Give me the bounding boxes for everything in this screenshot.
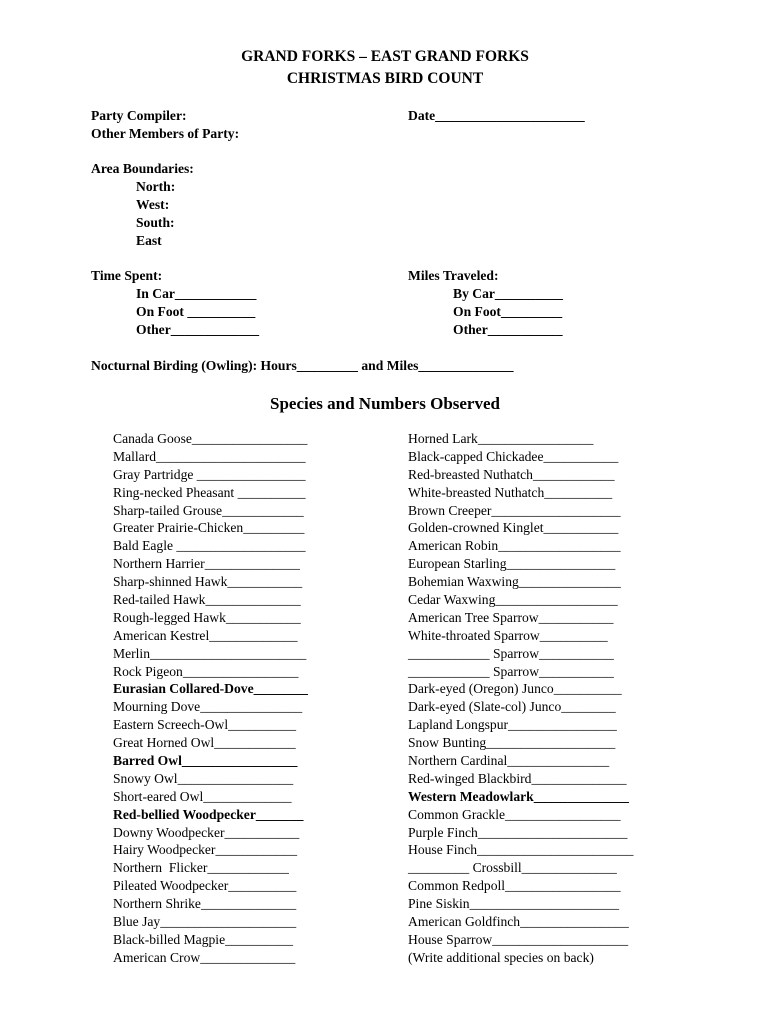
species-entry: Barred Owl_________________ (113, 753, 298, 769)
species-entry: Bald Eagle ___________________ (113, 538, 306, 554)
species-entry: Greater Prairie-Chicken_________ (113, 520, 305, 536)
species-entry: Hairy Woodpecker____________ (113, 842, 298, 858)
time-other-field: Other_____________ (136, 322, 260, 337)
species-entry: Rock Pigeon_________________ (113, 663, 299, 679)
species-entry: Sharp-shinned Hawk___________ (113, 574, 303, 590)
species-entry: Snowy Owl_________________ (113, 770, 294, 786)
species-entry: _________ Crossbill______________ (408, 860, 617, 876)
species-entry: Eurasian Collared-Dove________ (113, 681, 308, 697)
species-entry: Horned Lark_________________ (408, 431, 594, 446)
species-entry: ____________ Sparrow___________ (408, 663, 614, 679)
species-entry: Great Horned Owl____________ (113, 735, 296, 751)
species-entry: Canada Goose_________________ (113, 431, 308, 446)
species-entry: Mourning Dove_______________ (113, 699, 303, 715)
species-entry: Gray Partridge ________________ (113, 466, 306, 482)
species-entry: Northern Cardinal_______________ (408, 753, 610, 769)
species-entry: Dark-eyed (Slate-col) Junco________ (408, 699, 616, 715)
species-entry: Ring-necked Pheasant __________ (113, 484, 306, 500)
species-entry: Snow Bunting___________________ (408, 735, 616, 751)
species-entry: Blue Jay____________________ (113, 914, 297, 930)
miles-on-foot-field: On Foot_________ (453, 304, 563, 319)
time-on-foot-field: On Foot __________ (136, 304, 256, 319)
species-entry: Sharp-tailed Grouse____________ (113, 502, 304, 518)
boundary-west-label: West: (136, 197, 170, 212)
species-entry: Brown Creeper___________________ (408, 502, 621, 518)
species-entry: Bohemian Waxwing_______________ (408, 574, 621, 590)
species-entry: ____________ Sparrow___________ (408, 645, 614, 661)
species-list-left (113, 430, 308, 967)
species-entry: Northern Harrier______________ (113, 556, 300, 572)
species-entry: Common Redpoll_________________ (408, 878, 621, 894)
miles-by-car-field: By Car__________ (453, 286, 563, 301)
species-entry: Golden-crowned Kinglet___________ (408, 520, 619, 536)
boundary-north-label: North: (136, 179, 176, 194)
species-entry: European Starling________________ (408, 556, 616, 572)
form-subtitle: CHRISTMAS BIRD COUNT (286, 70, 484, 87)
species-entry: Dark-eyed (Oregon) Junco__________ (408, 681, 622, 697)
species-entry: Pileated Woodpecker__________ (113, 878, 297, 894)
species-entry: Mallard______________________ (113, 448, 306, 464)
species-entry: House Sparrow____________________ (408, 931, 629, 947)
species-entry: (Write additional species on back) (408, 949, 594, 965)
species-entry: Red-winged Blackbird______________ (408, 770, 627, 786)
species-entry: American Goldfinch________________ (408, 914, 629, 930)
nocturnal-birding-field: Nocturnal Birding (Owling): Hours_________ and Miles______________ (91, 358, 514, 373)
species-entry: Red-breasted Nuthatch____________ (408, 466, 615, 482)
species-entry: American Crow______________ (113, 949, 296, 965)
species-entry: Downy Woodpecker___________ (113, 824, 300, 840)
boundary-south-label: South: (136, 215, 175, 230)
species-entry: Western Meadowlark______________ (408, 788, 629, 804)
species-entry: Merlin_______________________ (113, 645, 307, 661)
species-entry: American Tree Sparrow___________ (408, 609, 614, 625)
species-entry: Cedar Waxwing__________________ (408, 592, 618, 608)
species-section-title: Species and Numbers Observed (270, 394, 500, 413)
species-entry: Pine Siskin______________________ (408, 896, 620, 912)
species-entry: House Finch_______________________ (408, 842, 634, 858)
species-entry: Red-bellied Woodpecker_______ (113, 806, 304, 822)
species-entry: Black-capped Chickadee___________ (408, 448, 619, 464)
miles-other-field: Other___________ (453, 322, 563, 337)
species-entry: Common Grackle_________________ (408, 806, 621, 822)
species-entry: American Kestrel_____________ (113, 627, 298, 643)
boundary-east-label: East (136, 233, 162, 248)
miles-traveled-label: Miles Traveled: (408, 268, 499, 283)
area-boundaries-label: Area Boundaries: (91, 161, 194, 176)
species-entry: Lapland Longspur________________ (408, 717, 617, 733)
other-members-label: Other Members of Party: (91, 126, 240, 141)
species-entry: Eastern Screech-Owl__________ (113, 717, 297, 733)
species-entry: Black-billed Magpie__________ (113, 931, 294, 947)
species-entry: White-throated Sparrow__________ (408, 627, 608, 643)
species-entry: Northern Flicker____________ (113, 860, 289, 876)
party-compiler-label: Party Compiler: (91, 108, 187, 123)
date-field: Date______________________ (408, 108, 585, 123)
species-list-right (408, 430, 633, 967)
species-entry: White-breasted Nuthatch__________ (408, 484, 613, 500)
species-entry: Northern Shrike______________ (113, 896, 297, 912)
species-entry: Red-tailed Hawk______________ (113, 592, 301, 608)
species-entry: American Robin__________________ (408, 538, 621, 554)
form-title: GRAND FORKS – EAST GRAND FORKS (241, 48, 529, 65)
time-in-car-field: In Car____________ (136, 286, 257, 301)
time-spent-label: Time Spent: (91, 268, 163, 283)
species-entry: Purple Finch______________________ (408, 824, 628, 840)
species-entry: Short-eared Owl_____________ (113, 788, 292, 804)
species-entry: Rough-legged Hawk___________ (113, 609, 301, 625)
